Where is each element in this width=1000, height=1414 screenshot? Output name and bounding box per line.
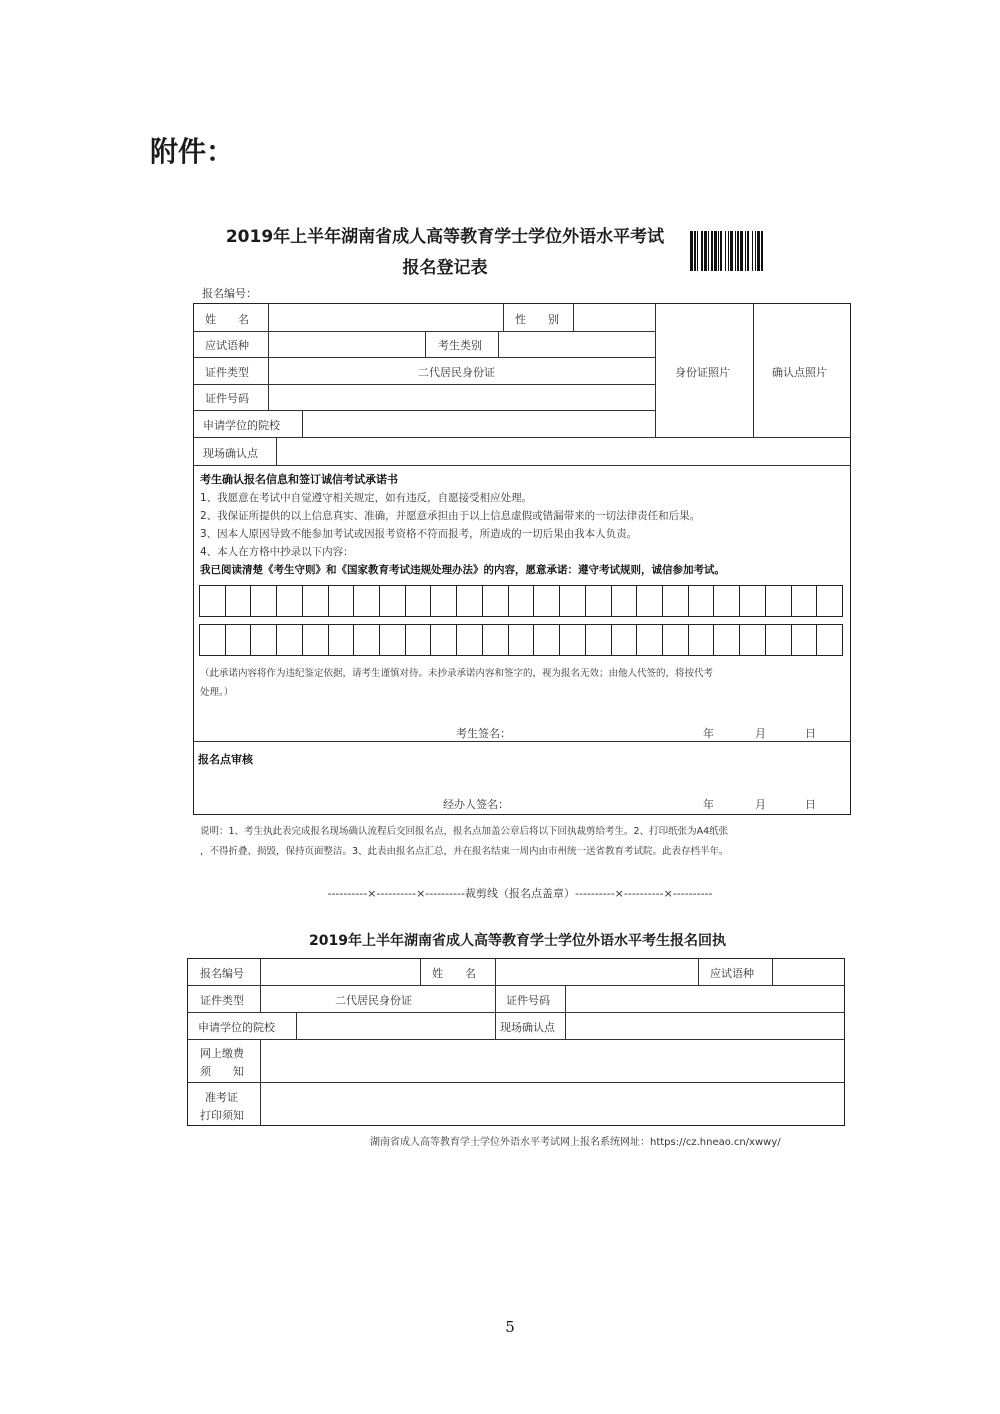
admit-card-notice-label: 打印须知 bbox=[200, 1109, 244, 1122]
receipt-id-number-label: 证件号码 bbox=[506, 994, 550, 1007]
barcode bbox=[690, 231, 850, 271]
receipt-reg-no-label: 报名编号 bbox=[200, 967, 244, 980]
review-heading: 报名点审核 bbox=[198, 753, 253, 766]
admit-card-notice-label: 准考证 bbox=[205, 1091, 238, 1104]
pledge-copy-text: 我已阅读清楚《考生守则》和《国家教育考试违规处理办法》的内容，愿意承诺：遵守考试规则，诚信参加考试。 bbox=[200, 564, 725, 576]
receipt-id-type-value: 二代居民身份证 bbox=[335, 994, 412, 1007]
receipt-table bbox=[187, 958, 845, 1126]
payment-notice-label: 网上缴费 bbox=[200, 1047, 244, 1060]
gender-label: 性 别 bbox=[515, 313, 559, 326]
language-label: 应试语种 bbox=[205, 339, 249, 352]
pledge-item: 2、我保证所提供的以上信息真实、准确，并愿意承担由于以上信息虚假或错漏带来的一切法律责任和后果。 bbox=[200, 510, 701, 522]
copy-grid-row-1[interactable] bbox=[199, 585, 843, 617]
month-label: 月 bbox=[755, 798, 766, 811]
page-number: 5 bbox=[505, 1318, 515, 1336]
receipt-school-label: 申请学位的院校 bbox=[198, 1021, 275, 1034]
form-title: 2019年上半年湖南省成人高等教育学士学位外语水平考试 bbox=[225, 227, 665, 247]
day-label: 日 bbox=[805, 727, 816, 740]
pledge-item: 4、本人在方格中抄录以下内容： bbox=[200, 546, 354, 558]
pledge-heading: 考生确认报名信息和签订诚信考试承诺书 bbox=[200, 473, 398, 486]
day-label: 日 bbox=[805, 798, 816, 811]
copy-grid-row-2[interactable] bbox=[199, 624, 843, 656]
cut-line: ----------×----------×----------裁剪线（报名点盖章）----------×----------×---------- bbox=[327, 887, 713, 900]
id-type-value: 二代居民身份证 bbox=[418, 366, 495, 379]
form-note bbox=[200, 822, 850, 862]
receipt-title: 2019年上半年湖南省成人高等教育学士学位外语水平考生报名回执 bbox=[309, 933, 726, 949]
school-label: 申请学位的院校 bbox=[203, 419, 280, 432]
form-subtitle: 报名登记表 bbox=[402, 258, 488, 278]
receipt-confirm-site-label: 现场确认点 bbox=[500, 1021, 555, 1034]
name-label: 姓 名 bbox=[205, 313, 249, 326]
confirm-site-label: 现场确认点 bbox=[203, 447, 258, 460]
payment-notice-label: 须 知 bbox=[200, 1065, 244, 1078]
year-label: 年 bbox=[703, 727, 714, 740]
id-number-label: 证件号码 bbox=[205, 392, 249, 405]
receipt-id-type-label: 证件类型 bbox=[200, 994, 244, 1007]
id-photo-label: 身份证照片 bbox=[675, 366, 730, 379]
year-label: 年 bbox=[703, 798, 714, 811]
pledge-item: 1、我愿意在考试中自觉遵守相关规定，如有违反，自愿接受相应处理。 bbox=[200, 492, 533, 504]
receipt-name-label: 姓 名 bbox=[432, 967, 476, 980]
pledge-item: 3、因本人原因导致不能参加考试或因报考资格不符而报考，所造成的一切后果由我本人负责。 bbox=[200, 528, 638, 540]
note-line: ，不得折叠、损毁，保持页面整洁。3、此表由报名点汇总，并在报名结束一周内由市州统一送省教育考试院。此表存档半年。 bbox=[200, 846, 729, 857]
note-line: 说明：1、考生执此表完成报名现场确认流程后交回报名点，报名点加盖公章后将以下回执裁剪给考生。2、打印纸张为A4纸张 bbox=[200, 826, 729, 837]
receipt-language-label: 应试语种 bbox=[710, 967, 754, 980]
reg-no-label: 报名编号： bbox=[202, 287, 257, 300]
candidate-type-label: 考生类别 bbox=[438, 339, 482, 352]
handler-sign-label: 经办人签名： bbox=[443, 798, 509, 811]
pledge-notice: （此承诺内容将作为违纪鉴定依据，请考生谨慎对待。未抄录承诺内容和签字的，视为报名无效；由他人代签的，将按代考 bbox=[200, 668, 714, 679]
site-photo-label: 确认点照片 bbox=[772, 366, 827, 379]
id-type-label: 证件类型 bbox=[205, 366, 249, 379]
pledge-notice: 处理。） bbox=[200, 687, 234, 698]
month-label: 月 bbox=[755, 727, 766, 740]
candidate-sign-label: 考生签名： bbox=[456, 727, 511, 740]
footer-url: 湖南省成人高等教育学士学位外语水平考试网上报名系统网址：https://cz.hneao.cn/xwwy/ bbox=[370, 1137, 781, 1148]
attachment-label: 附件： bbox=[150, 135, 235, 168]
